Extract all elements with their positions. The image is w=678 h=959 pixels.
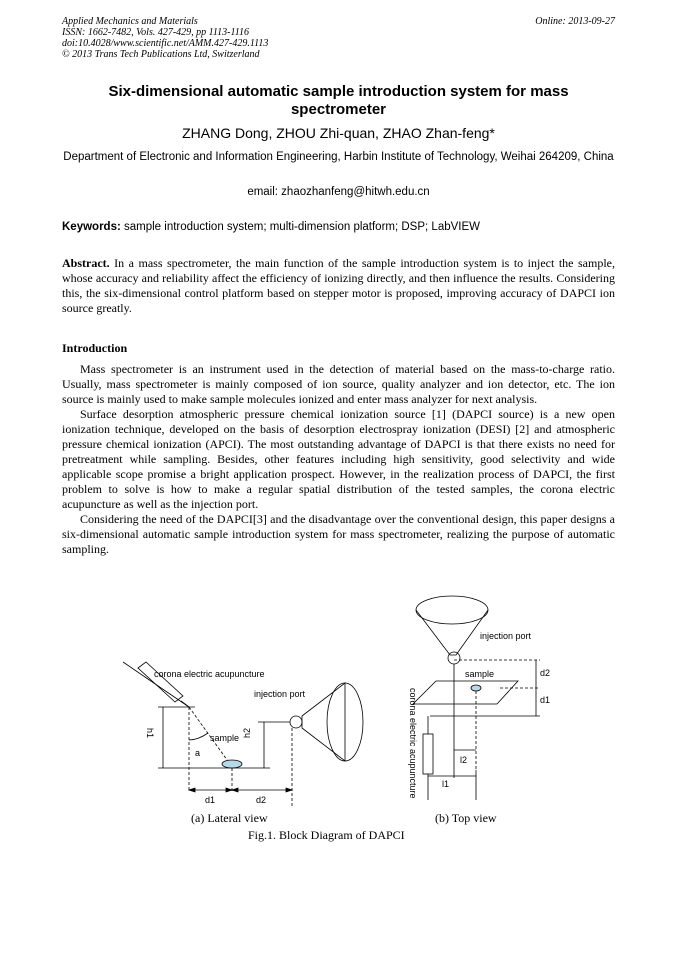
sample-shape xyxy=(222,760,242,768)
paragraph: Mass spectrometer is an instrument used in the detection of material based on the mass-to-charge ratio. Usually, mass spectrometer is mainly composed of ion source, quality analyzer and ion detector, etc. The ion source is mainly used to make sample molecules ionized and enter mass analyzer for next analysis. xyxy=(62,362,615,406)
arrow xyxy=(189,788,195,792)
port-label: injection port xyxy=(254,689,306,699)
top-sample-label: sample xyxy=(465,669,495,679)
top-d2-label: d2 xyxy=(540,668,551,678)
top-d1-label: d1 xyxy=(540,695,551,705)
funnel-top xyxy=(416,596,488,624)
port-cone xyxy=(302,683,345,761)
online-date: Online: 2013-09-27 xyxy=(535,16,615,27)
h2-label: h2 xyxy=(242,727,252,738)
top-needle-label: corona electric acupuncture xyxy=(408,688,418,799)
authors: ZHANG Dong, ZHOU Zhi-quan, ZHAO Zhan-feng* xyxy=(182,125,495,141)
d1-label: d1 xyxy=(205,795,216,805)
journal-name: Applied Mechanics and Materials xyxy=(62,16,198,27)
funnel-body xyxy=(416,610,488,655)
needle-label: corona electric acupuncture xyxy=(154,669,265,679)
abstract-text: In a mass spectrometer, the main function of the sample introduction system is to inject the sample, whose accuracy and reliability affect the efficiency of ionizing directly, and then influence the results. Considering this, the six-dimensional control platform based on stepper motor is proposed, improving accuracy of DAPCI ion source greatly. xyxy=(62,256,615,315)
figure-caption: Fig.1. Block Diagram of DAPCI xyxy=(248,828,405,842)
sample-plate xyxy=(413,681,518,704)
needle-box xyxy=(423,734,433,774)
paper-title: Six-dimensional automatic sample introduction system for mass spectrometer xyxy=(108,83,569,118)
top-caption: (b) Top view xyxy=(435,811,497,825)
paragraph: Considering the need of the DAPCI[3] and the disadvantage over the conventional design, this paper designs a six-dimensional automatic sample introduction system for mass spectrometer, realizing the purpose of automatic sampling. xyxy=(62,512,615,556)
abstract-label: Abstract. xyxy=(62,256,110,270)
d2-label: d2 xyxy=(256,795,267,805)
angle-arc xyxy=(189,733,208,740)
affiliation: Department of Electronic and Information Engineering, Harbin Institute of Technology, Weihai 264209, China xyxy=(63,151,614,163)
keywords-text: sample introduction system; multi-dimension platform; DSP; LabVIEW xyxy=(124,221,480,233)
email: email: zhaozhanfeng@hitwh.edu.cn xyxy=(247,186,430,198)
top-port-label: injection port xyxy=(480,631,532,641)
angle-label: a xyxy=(195,748,201,758)
copyright: © 2013 Trans Tech Publications Ltd, Switzerland xyxy=(62,49,260,60)
lateral-caption: (a) Lateral view xyxy=(191,811,268,825)
arrow xyxy=(286,788,292,792)
needle-body xyxy=(138,662,183,702)
needle-tip xyxy=(181,701,189,707)
sample-shape xyxy=(471,685,481,691)
top-l2-label: l2 xyxy=(460,755,468,765)
port-circle xyxy=(448,652,460,664)
h1-label: h1 xyxy=(145,728,155,739)
sample-label: sample xyxy=(210,733,240,743)
top-view xyxy=(413,596,540,800)
arrow xyxy=(232,788,238,792)
keywords-label: Keywords: xyxy=(62,221,121,233)
issn: ISSN: 1662-7482, Vols. 427-429, pp 1113-1116 xyxy=(62,27,250,38)
doi: doi:10.4028/www.scientific.net/AMM.427-429.1113 xyxy=(62,38,269,49)
port-circle xyxy=(290,716,302,728)
top-l1-label: l1 xyxy=(442,779,450,789)
section-heading: Introduction xyxy=(62,341,128,355)
paragraph: Surface desorption atmospheric pressure chemical ionization source [1] (DAPCI source) is a new open ionization technique, developed on the basis of desorption electrospray ionization (DESI) [2] and atmospheric pressure chemical ionization (APCI). The most outstanding advantage of DAPCI is that there exists no need for pretreatment while sampling. Besides, other features including high sensitivity, good selectivity and wide applicable scope promise a bright application prospect. However, in the realization process of DAPCI, the first problem to solve is how to make a regular spatial distribution of the tested samples, the corona electric acupuncture as well as the injection port. xyxy=(62,407,615,511)
